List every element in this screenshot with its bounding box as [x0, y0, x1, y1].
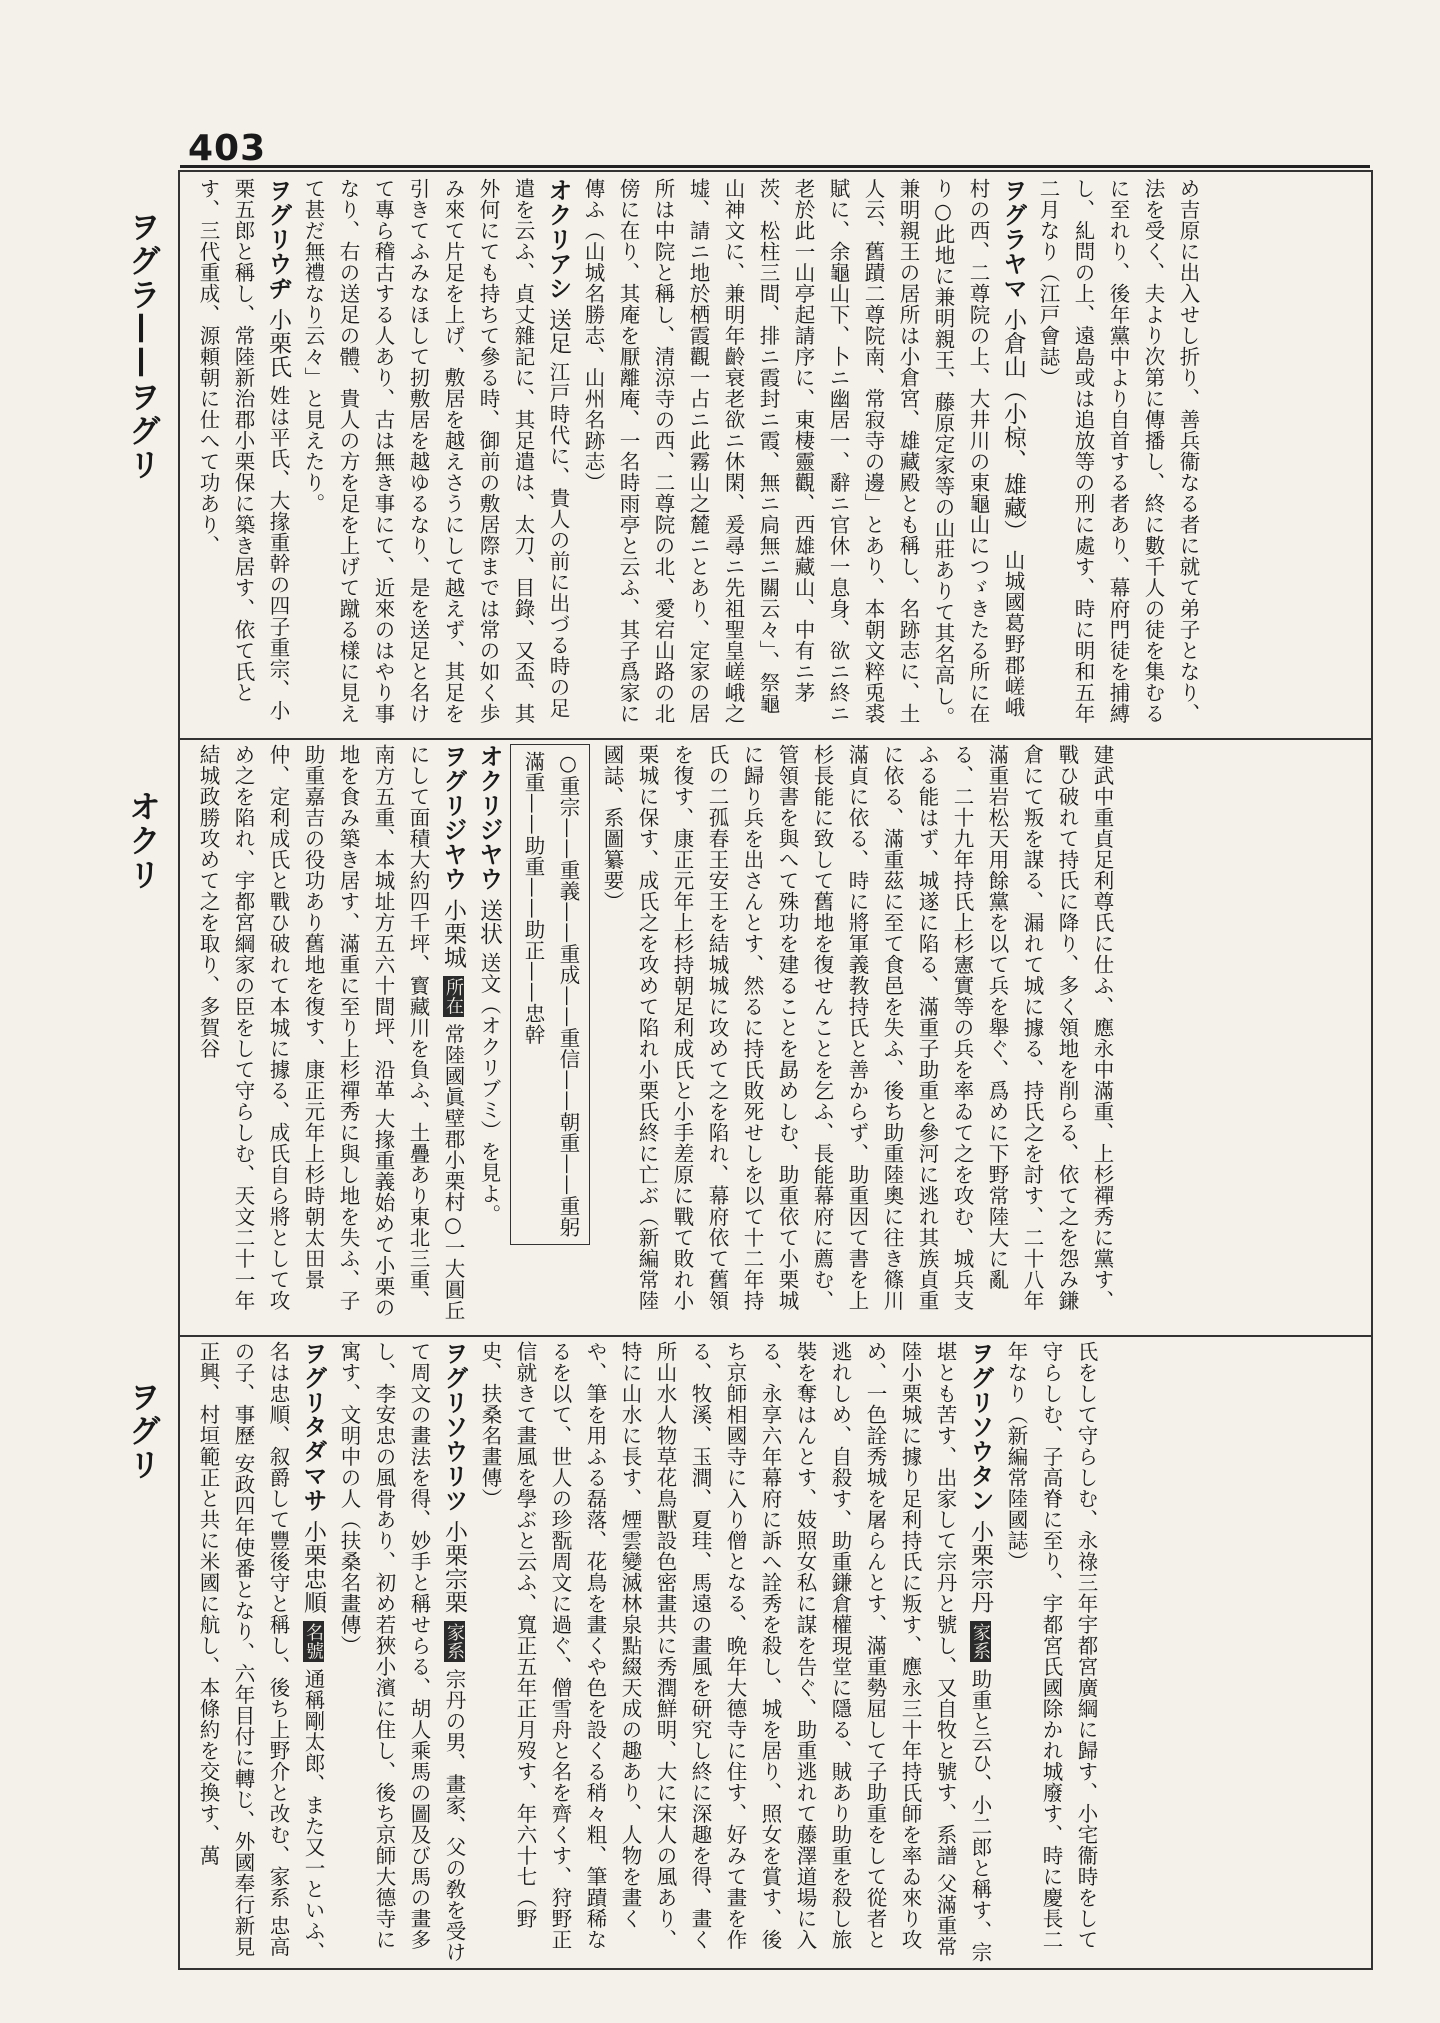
entry-title: ヲグリソウリツ — [440, 1341, 468, 1513]
side-headword-2: オクリ — [124, 790, 162, 892]
genealogy-chart — [510, 744, 590, 1245]
entry-kanji: 小栗忠順 — [300, 1519, 326, 1614]
entry — [190, 744, 471, 1329]
entry-text: 江戸時代に、貴人の前に出づる時の足遣を云ふ、貞丈雜記に、其足遣は、太刀、目錄、又盃、其外何にても持ちて參る時、御前の敷居際までは常の如く歩み來て片足を上げ、敷居を越えさうにして越えず、其足を引きてふみなほして扨敷居を越ゆるなり、是を送足と名けて專ら稽古する人あり、古は無き事にて、近來のはやり事なり、右の送足の體、貴人の方を足を上げて蹴る樣に見えて甚だ無禮なり云々」と見えたり。 — [301, 178, 570, 724]
entry-kanji: 送足 — [545, 307, 571, 355]
text-band-3 — [190, 1341, 1360, 1963]
band-divider-2 — [178, 1335, 1373, 1337]
entry — [331, 1341, 472, 1963]
entry-text: 宗丹の男、畫家、父の敎を受けて周文の畫法を得、妙手と稱せらる、胡人乘馬の圖及び馬の畫多し、李安忠の風骨あり、初め若狹小濱に住し、後ち京師大德寺に寓す、文明中の人（扶桑名畫傳） — [337, 1341, 466, 1963]
side-headword-1: ヲグラ——ヲグリ — [124, 210, 162, 482]
genealogy-line: 滿重——助重——助正——忠幹 — [521, 751, 545, 1045]
entry — [575, 178, 1030, 733]
side-headword-3: ヲグリ — [124, 1380, 162, 1482]
entry-title: オクリアシ — [544, 178, 572, 301]
entry-title: ヲグリウヂ — [264, 178, 292, 301]
band-divider-1 — [178, 738, 1373, 740]
header-rule — [180, 165, 1370, 168]
paragraph: 氏をして守らしむ、永祿三年宇都宮廣綱に歸す、小宅衞時をして守らしむ、子高脊に至り、宇都宮氏國除かれ城廢す、時に慶長二年なり（新編常陸國誌） — [1004, 1341, 1098, 1950]
text-band-1 — [190, 178, 1360, 733]
entry-title: ヲグリジヤウ — [439, 744, 467, 891]
entry-text: 通稱剛太郎、また又一といふ、名は忠順、叙爵して豐後守と稱し、後ち上野介と改む、家系 忠高の子、事歷 安政四年使番となり、六年目付に轉じ、外國奉行新見正興、村垣範正と共に米國に航し、本條約を交換す、萬 — [196, 1341, 325, 1963]
entry — [472, 1341, 998, 1963]
genealogy-line: ○重宗——重義——重成——重信——朝重——重躬 — [556, 751, 580, 1238]
entry — [190, 1341, 331, 1963]
entry-title: ヲグリソウタン — [966, 1341, 994, 1513]
entry-kanji: 小栗宗丹 — [967, 1519, 993, 1614]
entry — [295, 178, 575, 733]
entry-kanji: 小栗氏 — [265, 307, 291, 379]
page-number: 403 — [188, 128, 267, 169]
text-band-2 — [190, 744, 1360, 1329]
entry — [190, 178, 295, 733]
entry-kanji: 小栗宗栗 — [441, 1519, 467, 1614]
entry-kanji: 送状 — [476, 898, 502, 946]
entry-kanji: 小栗城 — [440, 898, 466, 969]
entry-title: ヲグラヤマ — [999, 178, 1027, 301]
entry-text: 助重と云ひ、小二郎と稱す、宗堪とも苦す、出家して宗丹と號し、又自牧と號す、系譜 父滿重常陸小栗城に據り足利持氏に叛す、應永三十年持氏師を率ゐ來り攻め、一色詮秀城を屠らんとす、滿重勢屈して子助重をして從者と逃れしめ、自殺す、助重鎌倉權現堂に隱る、賊あり助重を殺し旅裝を奪はんとす、妓照女私に謀を告ぐ、助重逃れて藤澤道場に入る、永享六年幕府に訴へ詮秀を殺し、城を居り、照女を賞す、後ち京師相國寺に入り僧となる、晩年大德寺に住す、好みて畫を作る、牧溪、玉澗、夏珪、馬遠の畫風を研究し終に深趣を得、畫く所山水人物草花鳥獸設色密畫共に秀潤鮮明、大に宋人の風あり、特に山水に長す、煙雲變滅林泉點綴天成の趣あり、人物を畫くや、筆を用ふる磊落、花鳥を畫くや色を設くる稍々粗、筆蹟稀なるを以て、世人の珍翫周文に過ぐ、僧雪舟と名を齊くす、狩野正信就きて畫風を學ぶと云ふ、寬正五年正月歿す、年六十七（野史、扶桑名畫傳） — [478, 1341, 992, 1963]
entry-text: 常陸國眞壁郡小栗村○一大圓丘にして面積大約四千坪、寳藏川を負ふ、土疊あり東北三重、南方五重、本城址方五六十間坪、沿革 大掾重義始めて小栗の地を食み築き居す、滿重に至り上杉禪秀に與し地を失ふ、子助重嘉吉の役功あり舊地を復す、康正元年上杉時朝太田景仲、定利成氏と戰ひ破れて本城に據る、成氏自ら將として攻め之を陷れ、宇都宮綱家の臣をして守らしむ、天文二十一年結城政勝攻めて之を取り、多賀谷 — [196, 744, 465, 1322]
paragraph: め吉原に出入せし折り、善兵衞なる者に就て弟子となり、法を受く、夫より次第に傳播し、終に數千人の徒を集むるに至れり、後年黨中より自首する者あり、幕府門徒を捕縛し、糺問の上、遠島或は追放等の刑に處す、時に明和五年二月なり（江戸會誌） — [1036, 178, 1200, 724]
entry-text: 送文（オクリブミ）を見よ。 — [477, 952, 501, 1226]
entry-tag: 名號 — [303, 1622, 324, 1660]
entry-tag: 家系 — [970, 1622, 991, 1660]
entry-tag: 所在 — [443, 977, 464, 1015]
entry — [471, 744, 506, 1329]
entry-text: 姓は平氏、大掾重幹の四子重宗、小栗五郎と稱し、常陸新治郡小栗保に築き居す、依て氏とす、三代重成、源頼朝に仕へて功あり、 — [196, 178, 290, 722]
entry-text: 山城國葛野郡嵯峨村の西、二尊院の上、大井川の東龜山につゞきたる所に在り○此地に兼明親王、藤原定家等の山莊ありて其名高し。兼明親王の居所は小倉宮、雄藏殿とも稱し、名跡志に、土人云、舊蹟二尊院南、常寂寺の邊」とあり、本朝文粹兎裘賦に、余龜山下、卜ニ幽居一、辭ニ官休一息身、欲ニ終ニ老於此一山亭起請序に、東棲靈觀、西雄藏山、中有ニ茅茨、松柱三間、排ニ霞封ニ霞、無ニ扃無ニ關云々」、祭龜山神文に、兼明年齡衰老欲ニ休閑、爰尋ニ先祖聖皇嵯峨之墟、請ニ地於栖霞觀一占ニ此霧山之麓ニとあり、定家の居所は中院と稱し、清涼寺の西、二尊院の北、愛宕山路の北傍に在り、其庵を厭離庵、一名時雨亭と云ふ、其子爲家に傳ふ（山城名勝志、山州名跡志） — [581, 178, 1025, 728]
entry-kanji: 小倉山（小椋、雄藏） — [1000, 307, 1026, 543]
entry-tag: 家系 — [444, 1622, 465, 1660]
entry-title: オクリジヤウ — [475, 744, 503, 891]
paragraph: 建武中重貞足利尊氏に仕ふ、應永中滿重、上杉禪秀に黨す、戰ひ破れて持氏に降り、多く領地を削らる、依て之を怨み鎌倉にて叛を謀る、漏れて城に據る、持氏之を討す、二十八年滿重岩松天用餘黨を以て兵を舉ぐ、爲めに下野常陸大に亂る、二十九年持氏上杉憲實等の兵を率ゐて之を攻む、城兵支ふる能はず、城遂に陷る、滿重子助重と參河に逃れ其族貞重に依る、滿重茲に至て食邑を失ふ、後ち助重陸奧に往き篠川滿貞に依る、時に將軍義教持氏と善からず、助重因て書を上杉長能に致して舊地を復せんことを乞ふ、長能幕府に薦む、管領書を與へて殊功を建ることを勗めしむ、助重依て小栗城に歸り兵を出さんとす、然るに持氏敗死せしを以て十二年持氏の二孤春王安王を結城城に攻めて之を陷れ、幕府依て舊領を復す、康正元年上杉持朝足利成氏と小手差原に戰て敗れ小栗城に保す、成氏之を攻めて陷れ小栗氏終に亡ぶ（新編常陸國誌、系圖纂要） — [600, 744, 1114, 1311]
entry-title: ヲグリタダマサ — [299, 1341, 327, 1513]
